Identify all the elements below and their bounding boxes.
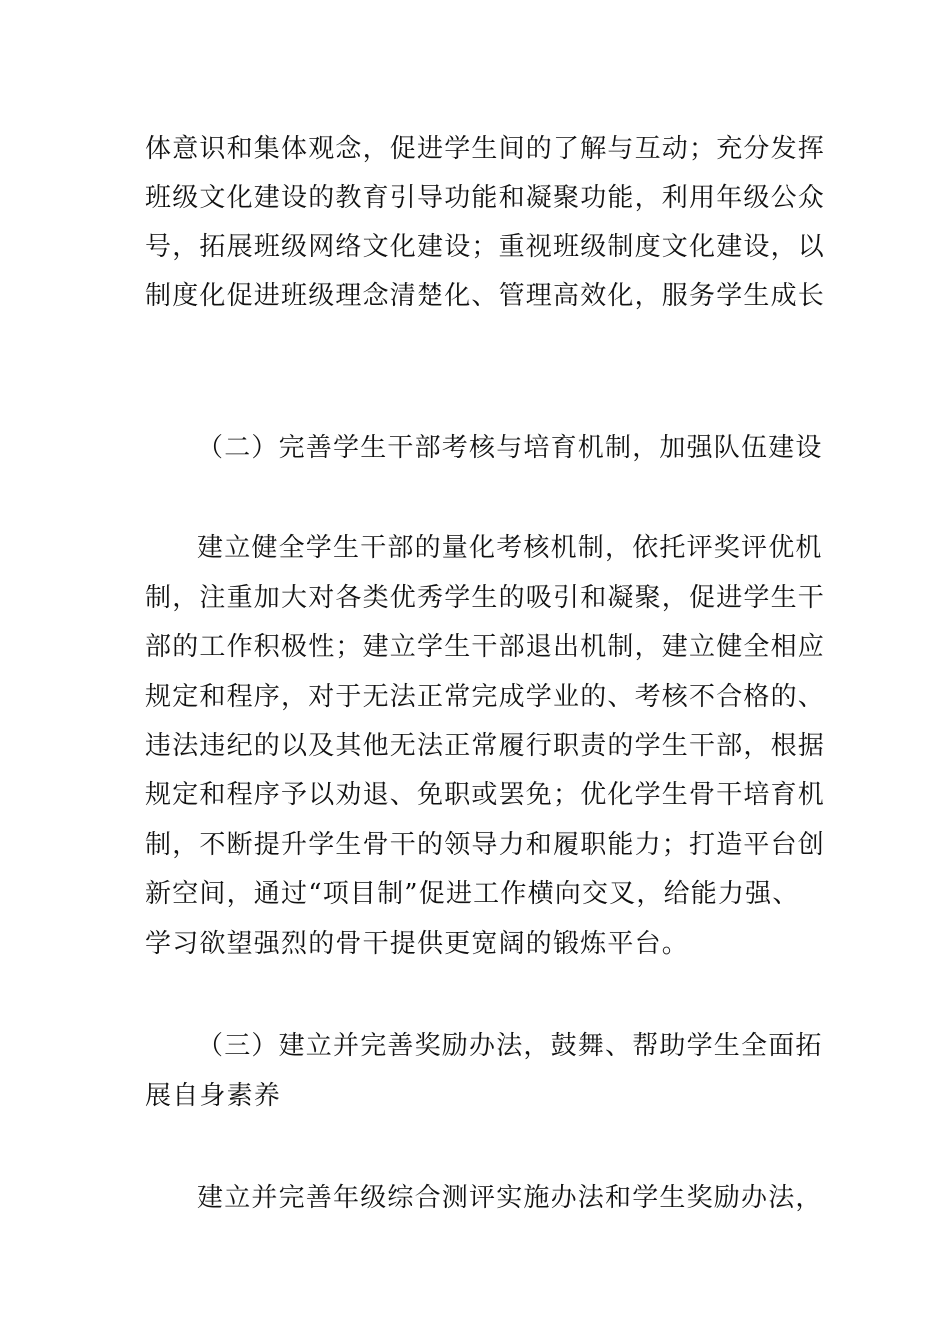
paragraph-line: 学习欲望强烈的骨干提供更宽阔的锻炼平台。 [145, 929, 690, 959]
paragraph-line: 制，注重加大对各类优秀学生的吸引和凝聚，促进学生干 [145, 583, 826, 613]
paragraph-line: 制度化促进班级理念清楚化、管理高效化，服务学生成长 [145, 281, 826, 311]
paragraph-line: 体意识和集体观念，促进学生间的了解与互动；充分发挥 [145, 134, 826, 164]
section-heading-2: （二）完善学生干部考核与培育机制，加强队伍建设 [197, 433, 823, 463]
paragraph-line: 班级文化建设的教育引导功能和凝聚功能，利用年级公众 [145, 183, 826, 213]
paragraph-line: 建立健全学生干部的量化考核机制，依托评奖评优机 [197, 533, 823, 563]
paragraph-line: 规定和程序，对于无法正常完成学业的、考核不合格的、 [145, 682, 826, 712]
paragraph-line: 建立并完善年级综合测评实施办法和学生奖励办法， [197, 1183, 823, 1213]
paragraph-line: 号，拓展班级网络文化建设；重视班级制度文化建设，以 [145, 232, 826, 262]
paragraph-line: 部的工作积极性；建立学生干部退出机制，建立健全相应 [145, 632, 826, 662]
section-heading-3: （三）建立并完善奖励办法，鼓舞、帮助学生全面拓 [197, 1031, 823, 1061]
paragraph-line: 新空间，通过“项目制”促进工作横向交叉，给能力强、 [145, 879, 800, 909]
paragraph-line: 规定和程序予以劝退、免职或罢免；优化学生骨干培育机 [145, 780, 826, 810]
paragraph-line: 违法违纪的以及其他无法正常履行职责的学生干部，根据 [145, 731, 826, 761]
section-heading-3-continued: 展自身素养 [145, 1081, 282, 1111]
paragraph-line: 制，不断提升学生骨干的领导力和履职能力；打造平台创 [145, 830, 826, 860]
